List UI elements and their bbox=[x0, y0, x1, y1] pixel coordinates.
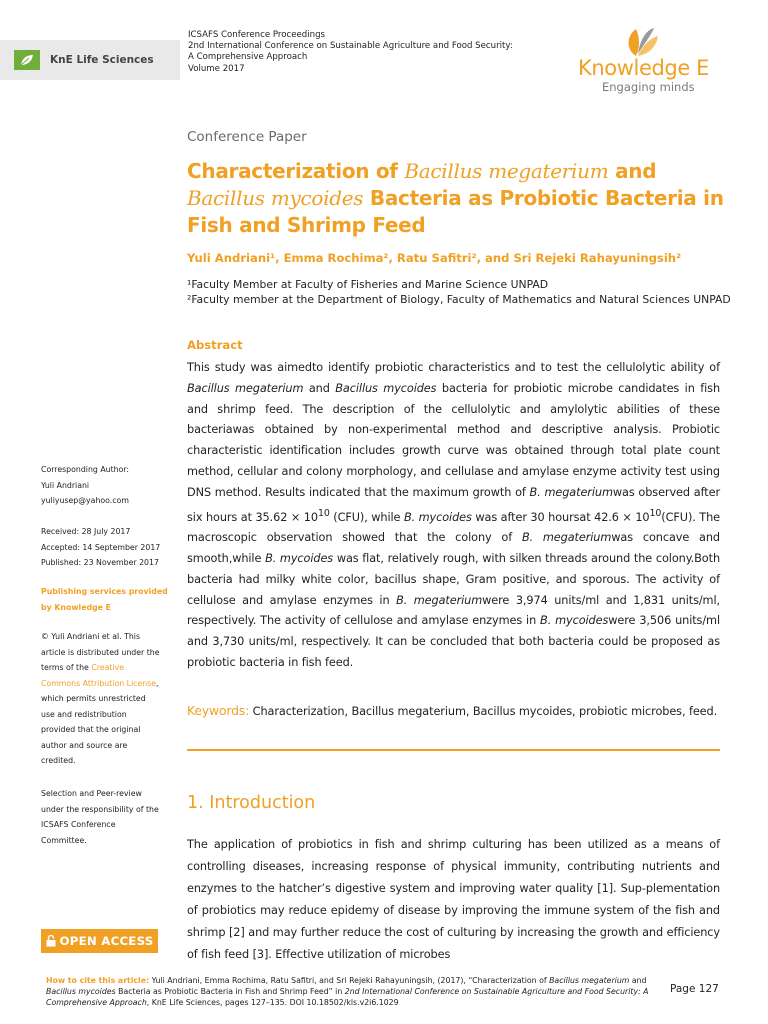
proceedings-line: 2nd International Conference on Sustainable Agriculture and Food Security: bbox=[188, 41, 513, 52]
lightbulb-leaf-icon bbox=[616, 26, 660, 58]
logo-name: Knowledge E bbox=[578, 56, 709, 80]
paper-title: Characterization of Bacillus megaterium and Bacillus mycoides Bacteria as Probiotic Bacteria in Fish and Shrimp Feed bbox=[187, 159, 724, 237]
paper-type-label: Conference Paper bbox=[187, 129, 307, 145]
page-number: Page 127 bbox=[670, 983, 719, 995]
affiliation: ¹Faculty Member at Faculty of Fisheries and Marine Science UNPAD bbox=[187, 278, 549, 291]
open-access-label: OPEN ACCESS bbox=[59, 934, 154, 948]
proceedings-line: A Comprehensive Approach bbox=[188, 52, 308, 63]
license-note: © Yuli Andriani et al. This article is distributed under the terms of the Creative Commons Attribution License, which permits unrestricted use and redistribution provided that the original author and source are credited. bbox=[41, 632, 160, 765]
proceedings-line: Volume 2017 bbox=[188, 63, 245, 74]
open-lock-icon bbox=[46, 935, 56, 947]
open-access-badge bbox=[41, 929, 158, 953]
publisher-tab bbox=[0, 40, 180, 80]
section-divider bbox=[187, 749, 720, 751]
publishing-services: Publishing services provided by Knowledge E bbox=[41, 587, 168, 612]
citation-footer: How to cite this article: Yuli Andriani, Emma Rochima, Ratu Safitri, and Sri Rejeki Rahayuningsih, (2017), “Characterization of Bacillus megaterium and Bacillus mycoides Bacteria as Probiotic Bacteria in Fish and Shrimp Feed” in 2nd International Conference on Sustainable Agriculture and Food Security: A Comprehensive Approach, KnE Life Sciences, pages 127–135. DOI 10.18502/kls.v2i6.1029 bbox=[46, 976, 649, 1007]
abstract-body: This study was aimedto identify probiotic characteristics and to test the cellulolytic ability of Bacillus megaterium and Bacillus mycoides bacteria for probiotic microbe candidates in fish and shrimp feed. The description of the cellulolytic and amylolytic abilities of these bacteriawas obtained by non-experimental method and descriptive analysis. Probiotic characteristic identification includes growth curve was obtained through total plate count method, cellular and colony morphology, and cellulase and amylase enzyme activity test using DNS method. Results indicated that the maximum growth of B. megateriumwas observed after six hours at $35.62 \times 10^{10}$ (CFU), while B. mycoides was after 30 hoursat $42.6 \times 10^{10}(CFU)$. The macroscopic observation showed that the colony of B. megateriumwas concave and smooth,while B. mycoides was flat, relatively rough, with silken threads around the colony.Both bacteria had milky white color, bacillus shape, Gram positive, and sporous. The activity of cellulose and amylase enzymes in B. megateriumwere 3,974 units/ml and 1,831 units/ml, respectively. The activity of cellulose and amylase enzymes in B. mycoideswere 3,506 units/ml and 3,730 units/ml, respectively. It can be concluded that both bacteria could be proposed as probiotic bacteria in fish feed. bbox=[187, 361, 721, 669]
cite-label: How to cite this article: bbox=[46, 976, 150, 985]
knowledge-e-logo bbox=[572, 24, 732, 96]
author-email-link[interactable]: yuliyusep@yahoo.com bbox=[41, 496, 129, 505]
author-list: Yuli Andriani¹, Emma Rochima², Ratu Safitri², and Sri Rejeki Rahayuningsih² bbox=[187, 251, 682, 265]
keywords-text: Characterization, Bacillus megaterium, Bacillus mycoides, probiotic microbes, feed. bbox=[249, 705, 718, 718]
creative-commons-link[interactable]: Creative bbox=[91, 663, 125, 672]
proceedings-line: ICSAFS Conference Proceedings bbox=[188, 30, 326, 40]
logo-tagline: Engaging minds bbox=[602, 80, 695, 94]
copyright-icon: © bbox=[41, 632, 49, 641]
introduction-heading: 1. Introduction bbox=[187, 793, 316, 813]
keywords bbox=[187, 701, 720, 723]
keywords-label: Keywords: bbox=[187, 704, 250, 718]
publication-dates: Received: 28 July 2017 Accepted: 14 September 2017 Published: 23 November 2017 bbox=[41, 527, 161, 567]
proceedings-info bbox=[188, 30, 548, 75]
introduction-body: The application of probiotics in fish and shrimp culturing has been utilized as a means of controlling diseases, increasing response of physical immunity, contributing nutrients and enzymes to the hatcher’s digestive system and improving water quality [1]. Sup-plementation of probiotics may reduce epidemy of disease by improving the immune system of the fish and shrimp [2] and may further reduce the cost of culturing by increasing the growth and efficiency of fish feed [3]. Effective utilization of microbes bbox=[187, 838, 720, 961]
publisher-name: KnE Life Sciences bbox=[50, 54, 154, 66]
affiliation: ²Faculty member at the Department of Biology, Faculty of Mathematics and Natural Sciences UNPAD bbox=[187, 293, 731, 306]
peer-review-note: Selection and Peer-review under the responsibility of the ICSAFS Conference Committee. bbox=[41, 789, 159, 845]
license-link[interactable]: Commons Attribution License bbox=[41, 678, 157, 688]
corresponding-author: Corresponding Author: Yuli Andriani yuliyusep@yahoo.com bbox=[41, 462, 176, 509]
abstract-heading: Abstract bbox=[187, 338, 243, 352]
leaf-icon bbox=[14, 50, 40, 70]
affiliations bbox=[187, 277, 732, 307]
